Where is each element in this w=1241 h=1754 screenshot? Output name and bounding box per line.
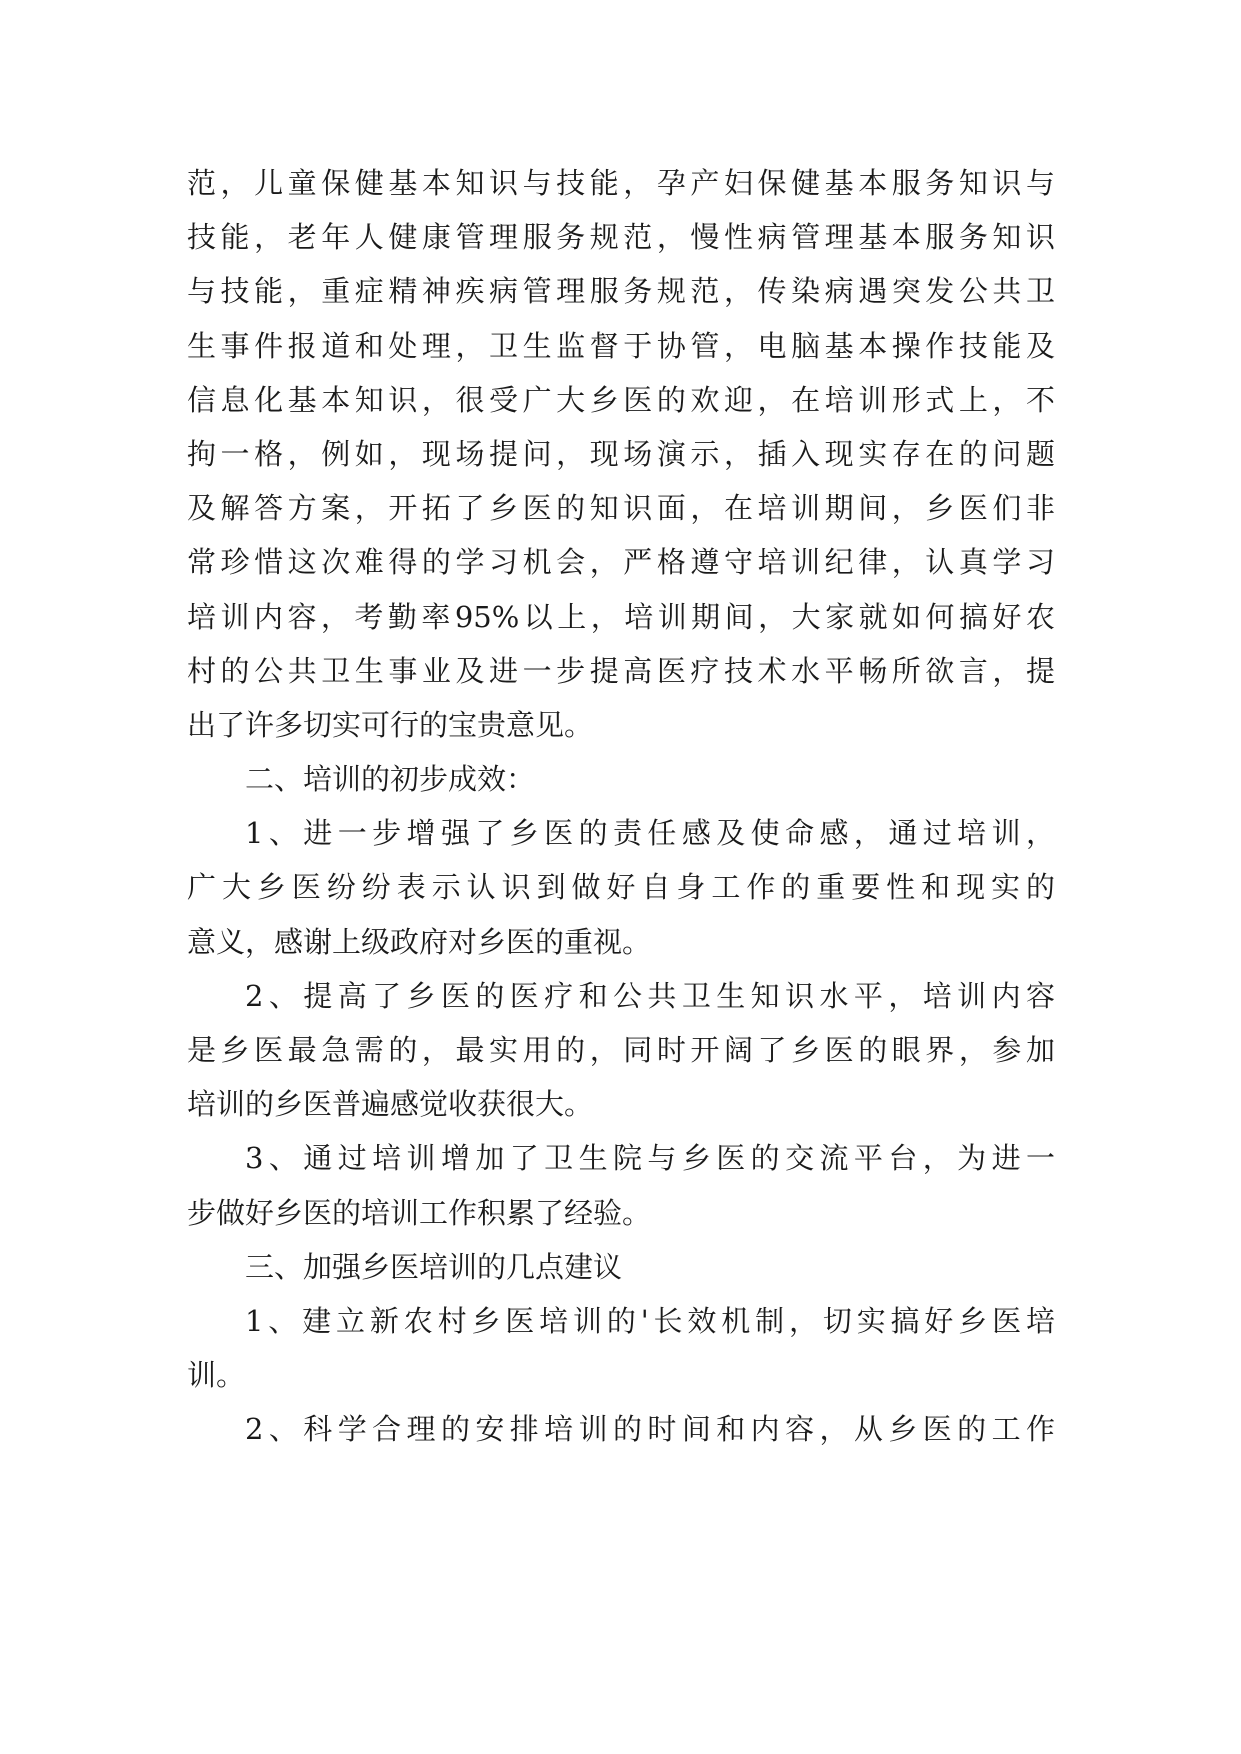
text-line: 范，儿童保健基本知识与技能，孕产妇保健基本服务知识与 [187, 166, 1055, 200]
text-line: 生事件报道和处理，卫生监督于协管，电脑基本操作技能及 [187, 328, 1055, 363]
section-heading: 二、培训的初步成效： [245, 762, 536, 797]
text-line: 技能，老年人健康管理服务规范，慢性病管理基本服务知识 [187, 220, 1055, 255]
section-heading: 三、加强乡医培训的几点建议 [245, 1249, 623, 1284]
text-line: 常珍惜这次难得的学习机会，严格遵守培训纪律，认真学习 [187, 545, 1055, 580]
text-line: 2、科学合理的安排培训的时间和内容，从乡医的工作 [245, 1412, 1055, 1447]
text-line: 1、建立新农村乡医培训的'长效机制，切实搞好乡医培 [245, 1303, 1055, 1338]
text-line: 出了许多切实可行的宝贵意见。 [187, 707, 594, 742]
text-line: 村的公共卫生事业及进一步提高医疗技术水平畅所欲言，提 [187, 653, 1055, 688]
text-line: 培训的乡医普遍感觉收获很大。 [187, 1087, 594, 1122]
text-line: 信息化基本知识，很受广大乡医的欢迎，在培训形式上，不 [187, 382, 1055, 417]
text-line: 意义，感谢上级政府对乡医的重视。 [187, 924, 652, 959]
text-line: 1、进一步增强了乡医的责任感及使命感，通过培训， [245, 816, 1055, 851]
text-line: 及解答方案，开拓了乡医的知识面，在培训期间，乡医们非 [187, 491, 1055, 526]
text-line: 3、通过培训增加了卫生院与乡医的交流平台，为进一 [245, 1141, 1055, 1176]
text-line: 训。 [187, 1358, 246, 1393]
text-line: 拘一格，例如，现场提问，现场演示，插入现实存在的问题 [187, 436, 1055, 471]
text-line: 是乡医最急需的，最实用的，同时开阔了乡医的眼界，参加 [187, 1033, 1055, 1067]
document-body [187, 156, 1055, 1457]
text-line: 广大乡医纷纷表示认识到做好自身工作的重要性和现实的 [187, 870, 1055, 905]
text-line: 与技能，重症精神疾病管理服务规范，传染病遇突发公共卫 [187, 274, 1055, 309]
text-line: 培训内容，考勤率95%以上，培训期间，大家就如何搞好农 [187, 599, 1055, 634]
text-line: 步做好乡医的培训工作积累了经验。 [187, 1195, 652, 1230]
text-line: 2、提高了乡医的医疗和公共卫生知识水平，培训内容 [245, 978, 1055, 1013]
